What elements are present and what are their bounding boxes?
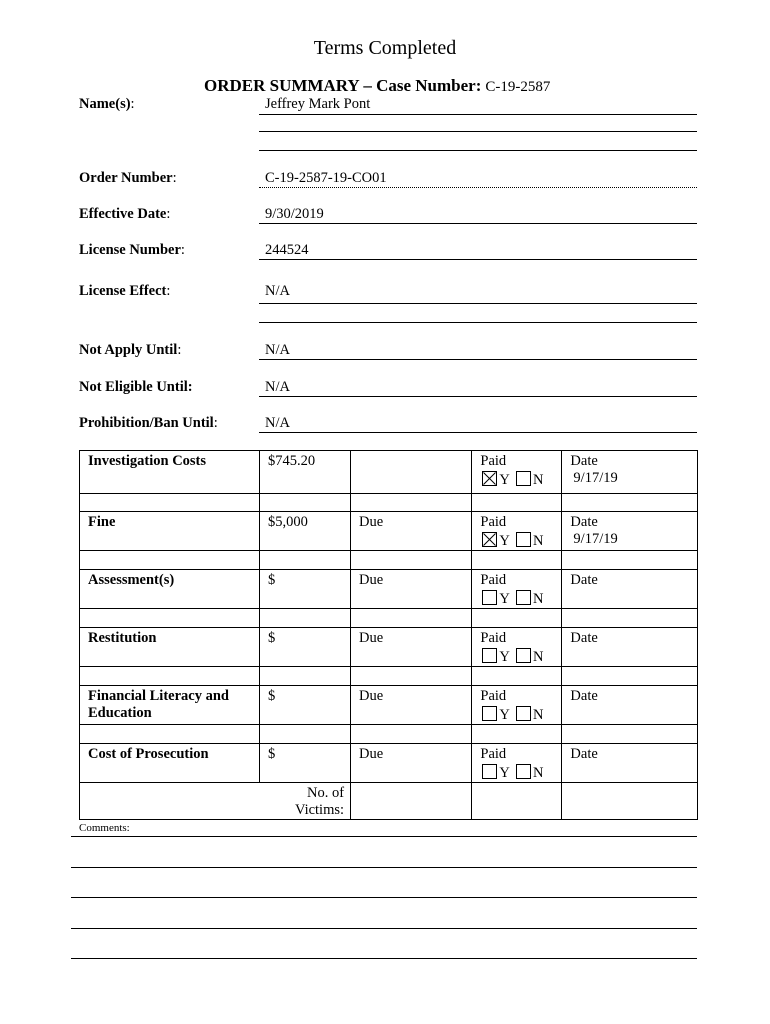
prohibition-value: N/A: [265, 415, 290, 431]
date-label: Date: [570, 746, 598, 762]
table-row: [80, 686, 698, 725]
date-label: Date: [570, 572, 598, 588]
row-amount: $5,000: [260, 512, 351, 551]
order-number-line: [259, 187, 697, 188]
y-label: Y: [499, 591, 510, 607]
row-label: Assessment(s): [80, 570, 260, 609]
date-label: Date: [570, 453, 598, 469]
date-cell: [562, 512, 698, 551]
prohibition-label: Prohibition/Ban Until:: [79, 415, 218, 431]
paid-yn: [480, 590, 553, 608]
row-due: [351, 451, 472, 494]
n-label: N: [532, 707, 544, 723]
effective-date-line: [259, 223, 697, 224]
n-label: N: [532, 533, 544, 549]
paid-y-checkbox[interactable]: [482, 471, 497, 486]
comments-line-1: [71, 836, 697, 837]
paid-label: Paid: [480, 630, 507, 646]
row-due: Due: [351, 686, 472, 725]
date-cell: [562, 628, 698, 667]
date-label: Date: [570, 630, 598, 646]
row-due: Due: [351, 570, 472, 609]
n-label: N: [532, 591, 544, 607]
effective-date-value: 9/30/2019: [265, 206, 324, 222]
victims-label: No. of Victims:: [80, 783, 351, 820]
case-number: C-19-2587: [485, 79, 551, 95]
comments-line-2: [71, 867, 697, 868]
paid-n-checkbox[interactable]: [516, 471, 531, 486]
victims-value: [351, 783, 472, 820]
paid-y-checkbox[interactable]: [482, 706, 497, 721]
paid-n-checkbox[interactable]: [516, 706, 531, 721]
table-row: [80, 512, 698, 551]
license-number-line: [259, 259, 697, 260]
paid-n-checkbox[interactable]: [516, 764, 531, 779]
row-amount: $: [260, 686, 351, 725]
y-label: Y: [499, 707, 510, 723]
not-eligible-value: N/A: [265, 379, 290, 395]
y-label: Y: [499, 765, 510, 781]
n-label: N: [532, 765, 544, 781]
paid-cell: [472, 570, 562, 609]
y-label: Y: [499, 533, 510, 549]
paid-cell: [472, 451, 562, 494]
paid-n-checkbox[interactable]: [516, 532, 531, 547]
paid-n-checkbox[interactable]: [516, 648, 531, 663]
license-effect-value: N/A: [265, 283, 290, 299]
paid-yn: [480, 706, 553, 724]
paid-n-checkbox[interactable]: [516, 590, 531, 605]
paid-y-checkbox[interactable]: [482, 764, 497, 779]
row-label: Fine: [80, 512, 260, 551]
table-row: [80, 570, 698, 609]
comments-line-4: [71, 928, 697, 929]
row-due: Due: [351, 512, 472, 551]
row-due: Due: [351, 628, 472, 667]
comments-line-3: [71, 897, 697, 898]
names-line-2: [259, 131, 697, 132]
table-row: [80, 451, 698, 494]
not-apply-value: N/A: [265, 342, 290, 358]
prohibition-line: [259, 432, 697, 433]
paid-cell: [472, 512, 562, 551]
table-row: [80, 628, 698, 667]
paid-yn: [480, 532, 553, 550]
paid-label: Paid: [480, 572, 507, 588]
comments-label: Comments:: [79, 822, 130, 834]
paid-label: Paid: [480, 514, 507, 530]
paid-y-checkbox[interactable]: [482, 648, 497, 663]
paid-label: Paid: [480, 688, 507, 704]
row-label: Investigation Costs: [80, 451, 260, 494]
license-number-value: 244524: [265, 242, 309, 258]
license-effect-line-1: [259, 303, 697, 304]
not-eligible-label: Not Eligible Until:: [79, 379, 193, 395]
paid-yn: [480, 471, 553, 489]
date-cell: [562, 451, 698, 494]
y-label: Y: [499, 649, 510, 665]
paid-yn: [480, 764, 553, 782]
page-title: Terms Completed: [313, 37, 457, 59]
row-amount: $745.20: [260, 451, 351, 494]
paid-cell: [472, 686, 562, 725]
names-line-3: [259, 150, 697, 151]
license-number-label: License Number:: [79, 242, 185, 258]
license-effect-label: License Effect:: [79, 283, 171, 299]
names-value: Jeffrey Mark Pont: [265, 96, 371, 112]
date-value: 9/17/19: [573, 531, 618, 547]
row-label: Cost of Prosecution: [80, 744, 260, 783]
paid-label: Paid: [480, 453, 507, 469]
paid-cell: [472, 744, 562, 783]
row-amount: $: [260, 744, 351, 783]
names-line-1: [259, 114, 697, 115]
row-amount: $: [260, 628, 351, 667]
order-summary-heading: [204, 76, 550, 96]
row-label: Financial Literacy and Education: [80, 686, 260, 725]
date-label: Date: [570, 688, 598, 704]
row-due: Due: [351, 744, 472, 783]
paid-y-checkbox[interactable]: [482, 590, 497, 605]
paid-yn: [480, 648, 553, 666]
row-amount: $: [260, 570, 351, 609]
date-label: Date: [570, 514, 598, 530]
date-cell: [562, 686, 698, 725]
order-number-value: C-19-2587-19-CO01: [265, 170, 387, 186]
financial-table: [79, 450, 698, 820]
date-value: 9/17/19: [573, 470, 618, 486]
n-label: N: [532, 649, 544, 665]
y-label: Y: [499, 472, 510, 488]
paid-label: Paid: [480, 746, 507, 762]
effective-date-label: Effective Date:: [79, 206, 171, 222]
order-summary-label: ORDER SUMMARY – Case Number:: [204, 76, 482, 95]
date-cell: [562, 570, 698, 609]
paid-cell: [472, 628, 562, 667]
table-row: [80, 744, 698, 783]
names-label: Name(s):: [79, 96, 135, 112]
row-label: Restitution: [80, 628, 260, 667]
n-label: N: [532, 472, 544, 488]
not-apply-line: [259, 359, 697, 360]
not-eligible-line: [259, 396, 697, 397]
not-apply-label: Not Apply Until:: [79, 342, 182, 358]
order-number-label: Order Number:: [79, 170, 177, 186]
date-cell: [562, 744, 698, 783]
victims-row: [80, 783, 698, 820]
paid-y-checkbox[interactable]: [482, 532, 497, 547]
comments-line-5: [71, 958, 697, 959]
license-effect-line-2: [259, 322, 697, 323]
